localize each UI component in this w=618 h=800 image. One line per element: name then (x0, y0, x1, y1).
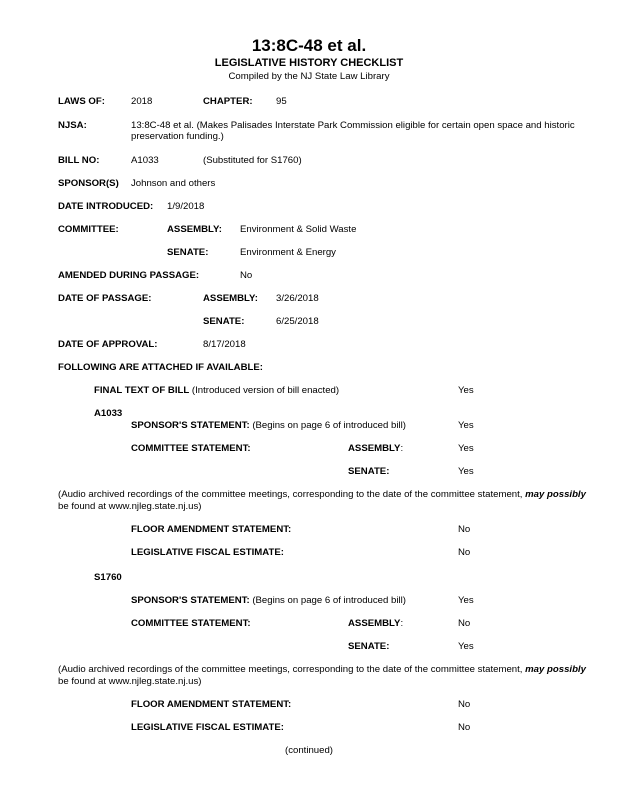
following-attached-heading: FOLLOWING ARE ATTACHED IF AVAILABLE: (58, 362, 263, 373)
s1760-committee-assembly-label: ASSEMBLY (348, 618, 401, 629)
final-text-value: Yes (458, 385, 474, 396)
laws-of-label: LAWS OF: (58, 96, 105, 107)
a1033-heading: A1033 (94, 408, 123, 419)
a1033-audio-note-line-2: be found at www.njleg.state.nj.us) (58, 501, 202, 512)
s1760-floor-amendment-value: No (458, 699, 471, 710)
s1760-sponsor-statement-note: (Begins on page 6 of introduced bill) (252, 595, 406, 606)
bill-no-label: BILL NO: (58, 155, 100, 166)
a1033-committee-assembly-label: ASSEMBLY (348, 443, 401, 454)
document-title: 13:8C-48 et al. (251, 36, 367, 55)
bill-no-value: A1033 (131, 155, 159, 166)
njsa-line-2: preservation funding.) (131, 131, 224, 142)
chapter-label: CHAPTER: (203, 96, 253, 107)
a1033-committee-senate-value: Yes (458, 466, 474, 477)
committee-senate-value: Environment & Energy (240, 247, 336, 258)
passage-senate-label: SENATE: (203, 316, 245, 327)
a1033-audio-note-emphasis: may possibly (525, 489, 586, 500)
s1760-committee-assembly-label-row (348, 618, 403, 630)
s1760-committee-assembly-colon: : (400, 618, 404, 629)
s1760-committee-senate-label: SENATE: (348, 641, 390, 652)
a1033-fiscal-estimate-value: No (458, 547, 471, 558)
date-of-approval-label: DATE OF APPROVAL: (58, 339, 158, 350)
amended-label: AMENDED DURING PASSAGE: (58, 270, 200, 281)
s1760-sponsor-statement-label: SPONSOR'S STATEMENT: (131, 595, 250, 606)
s1760-fiscal-estimate-label: LEGISLATIVE FISCAL ESTIMATE: (131, 722, 284, 733)
a1033-committee-assembly-value: Yes (458, 443, 474, 454)
s1760-audio-note-text: (Audio archived recordings of the committee meetings, corresponding to the date of the committee statement, (58, 664, 526, 675)
a1033-floor-amendment-value: No (458, 524, 471, 535)
final-text-row (94, 385, 339, 397)
a1033-sponsor-statement-row (131, 420, 406, 432)
s1760-sponsor-statement-value: Yes (458, 595, 474, 606)
a1033-fiscal-estimate-label: LEGISLATIVE FISCAL ESTIMATE: (131, 547, 284, 558)
sponsors-value: Johnson and others (131, 178, 216, 189)
s1760-audio-note-emphasis: may possibly (525, 664, 586, 675)
s1760-committee-statement-label: COMMITTEE STATEMENT: (131, 618, 251, 629)
s1760-sponsor-statement-row (131, 595, 406, 607)
s1760-floor-amendment-label: FLOOR AMENDMENT STATEMENT: (131, 699, 292, 710)
s1760-audio-note-line-2: be found at www.njleg.state.nj.us) (58, 676, 202, 687)
chapter-value: 95 (276, 96, 287, 107)
a1033-floor-amendment-label: FLOOR AMENDMENT STATEMENT: (131, 524, 292, 535)
committee-assembly-value: Environment & Solid Waste (240, 224, 357, 235)
committee-senate-label: SENATE: (167, 247, 209, 258)
a1033-committee-assembly-colon: : (400, 443, 404, 454)
a1033-committee-assembly-label-row (348, 443, 403, 455)
sponsors-label: SPONSOR(S) (58, 178, 119, 189)
compiled-by: Compiled by the NJ State Law Library (228, 71, 390, 82)
final-text-label: FINAL TEXT OF BILL (94, 385, 190, 396)
document-subtitle: LEGISLATIVE HISTORY CHECKLIST (214, 57, 404, 69)
s1760-heading: S1760 (94, 572, 122, 583)
a1033-audio-note-text: (Audio archived recordings of the committee meetings, corresponding to the date of the committee statement, (58, 489, 526, 500)
laws-of-value: 2018 (131, 96, 153, 107)
njsa-line-1: 13:8C-48 et al. (Makes Palisades Interstate Park Commission eligible for certain open space and historic (131, 120, 575, 131)
s1760-audio-note-line-1 (58, 664, 586, 676)
a1033-sponsor-statement-value: Yes (458, 420, 474, 431)
njsa-label: NJSA: (58, 120, 87, 131)
a1033-audio-note-line-1 (58, 489, 586, 501)
amended-value: No (240, 270, 253, 281)
continued-footer: (continued) (285, 745, 333, 756)
a1033-sponsor-statement-label: SPONSOR'S STATEMENT: (131, 420, 250, 431)
a1033-committee-senate-label: SENATE: (348, 466, 390, 477)
date-introduced-label: DATE INTRODUCED: (58, 201, 154, 212)
bill-no-note: (Substituted for S1760) (203, 155, 302, 166)
date-of-passage-label: DATE OF PASSAGE: (58, 293, 152, 304)
committee-assembly-label: ASSEMBLY: (167, 224, 222, 235)
date-of-approval-value: 8/17/2018 (203, 339, 246, 350)
final-text-note: (Introduced version of bill enacted) (191, 385, 340, 396)
a1033-committee-statement-label: COMMITTEE STATEMENT: (131, 443, 251, 454)
passage-senate-value: 6/25/2018 (276, 316, 319, 327)
date-introduced-value: 1/9/2018 (167, 201, 205, 212)
passage-assembly-value: 3/26/2018 (276, 293, 319, 304)
committee-label: COMMITTEE: (58, 224, 119, 235)
a1033-sponsor-statement-note: (Begins on page 6 of introduced bill) (252, 420, 406, 431)
s1760-fiscal-estimate-value: No (458, 722, 471, 733)
passage-assembly-label: ASSEMBLY: (203, 293, 258, 304)
s1760-committee-senate-value: Yes (458, 641, 474, 652)
s1760-committee-assembly-value: No (458, 618, 471, 629)
